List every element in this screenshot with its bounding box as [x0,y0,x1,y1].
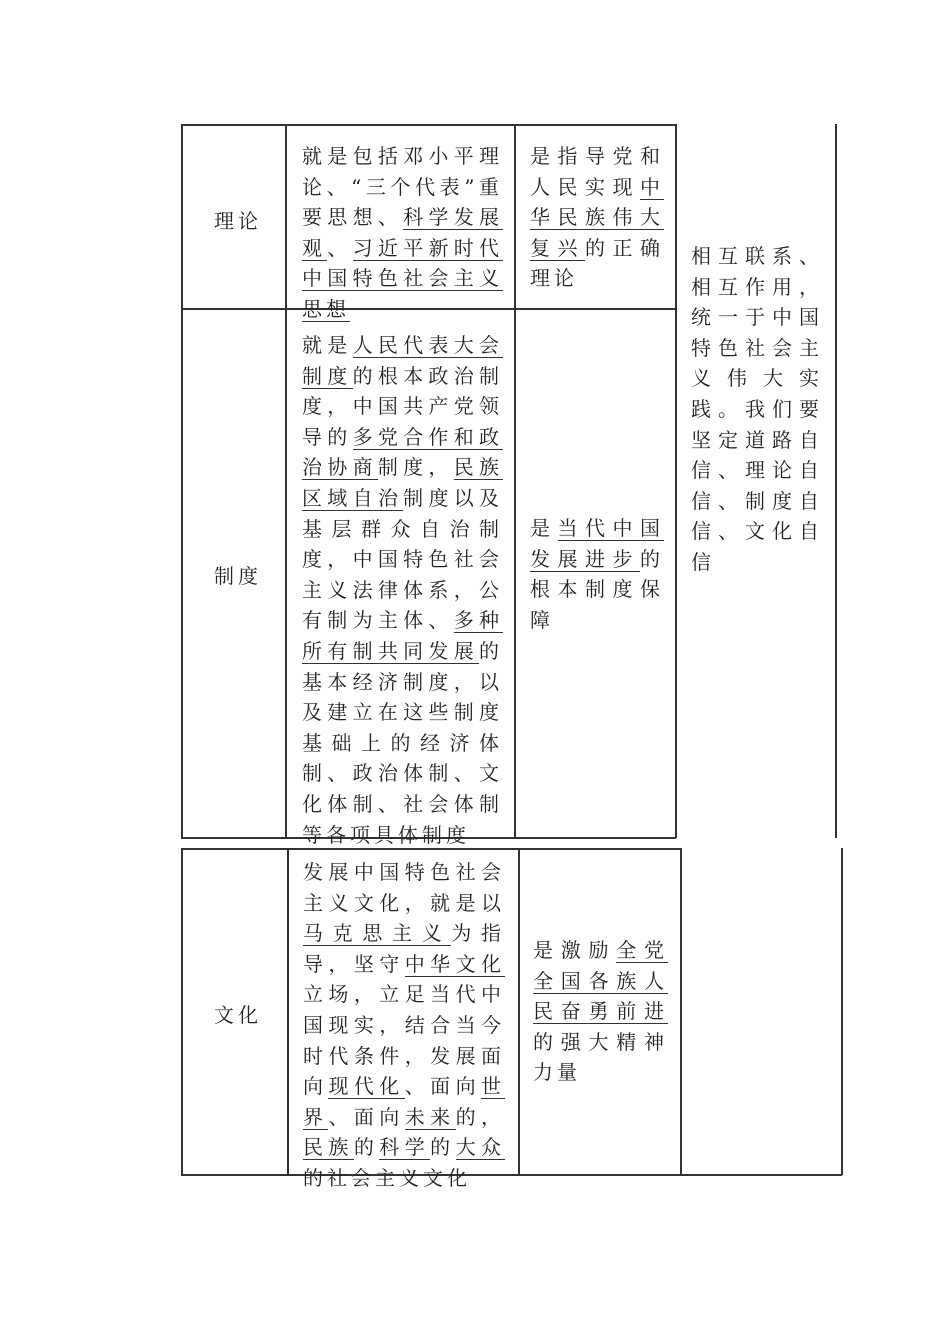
row-label-theory: 理论 [214,209,262,233]
text-segment: 的 [430,1135,456,1160]
theory-definition [302,141,503,325]
underlined-text-segment: 民族区域自治 [302,455,504,510]
lower-col-divider-2 [518,848,520,1175]
col-divider-3 [675,124,677,838]
underlined-text-segment: 当代中国发展进步 [530,516,664,571]
text-segment: 的， [455,1104,506,1129]
text-segment: 是指导党和人民实现 [530,144,664,199]
underlined-text-segment: 习近平新时代中国特色社会主义思想 [302,235,504,321]
lower-col-divider-3 [680,848,682,1175]
text-segment: 就是包括邓小平理论、“三个代表”重要思想、 [302,144,503,230]
underlined-text-segment: 马克思主义 [303,921,452,946]
text-segment: 的 [353,1135,380,1160]
table-left-border [181,124,183,838]
lower-table-bottom-border [181,1174,842,1176]
row-label-system: 制度 [214,564,262,588]
underlined-text-segment: 多种所有制共同发展 [302,608,504,663]
text-segment: 的强大精神力量 [533,1029,668,1085]
row-label-culture: 文化 [214,1003,262,1027]
text-segment: 的社会主义文化 [303,1165,471,1190]
table-right-border-upper [835,124,837,838]
lower-right-border [841,848,843,1175]
culture-significance [533,935,668,1088]
text-segment: 的基本经济制度，以及建立在这些制度基础上的经济体制、政治体制、文化体制、社会体制等各项具体制度 [302,638,503,847]
text-segment: 立场，立足当代中国现实，结合当今时代条件，发展面向 [303,982,505,1099]
text-segment: 的正确理论 [530,235,664,291]
lower-left-border [181,848,183,1175]
text-segment: 制度， [377,455,454,480]
lower-col-divider-1 [287,848,289,1175]
text-segment: 的根本政治制度，中国共产党领导的 [302,363,504,449]
text-segment: 发展中国特色社会主义文化，就是以 [303,860,505,915]
col-divider-2 [514,124,516,838]
table-top-border [181,124,676,126]
text-segment: 是 [530,516,558,540]
underlined-text-segment: 大众 [455,1135,506,1160]
text-segment: 的根本制度保障 [530,546,664,632]
underlined-text-segment: 全党全国各族人民奋勇前进 [533,938,668,1024]
underlined-text-segment: 科学 [379,1135,431,1160]
text-segment: 、面向 [404,1074,482,1099]
underlined-text-segment: 中华文化 [404,951,506,976]
text-segment: 制度以及基层群众自治制度，中国特色社会主义法律体系，公有制为主体、 [302,485,504,633]
underlined-text-segment: 多党合作和政治协商 [302,424,504,480]
text-segment: 、面向 [328,1104,405,1129]
underlined-text-segment: 科学发展观 [302,205,504,260]
summary-text: 相互联系、相互作用，统一于中国特色社会主义伟大实践。我们要坚定道路自信、理论自信、制度自信、文化自信 [691,244,823,574]
system-significance [530,513,664,635]
underlined-text-segment: 未来 [404,1104,456,1129]
text-segment: 、 [327,235,353,260]
col-divider-1 [285,124,287,838]
text-segment: 就是 [302,333,353,357]
underlined-text-segment: 世界 [303,1074,506,1129]
system-definition [302,330,503,850]
text-segment: 是激励 [533,938,617,962]
underlined-text-segment: 现代化 [328,1074,405,1099]
text-segment: 为指导，坚守 [303,921,506,976]
underlined-text-segment: 中华民族伟大复兴 [530,174,664,260]
theory-significance [530,141,664,294]
underlined-text-segment: 人民代表大会制度 [302,333,504,388]
culture-definition [303,857,505,1194]
underlined-text-segment: 民族 [303,1135,354,1160]
